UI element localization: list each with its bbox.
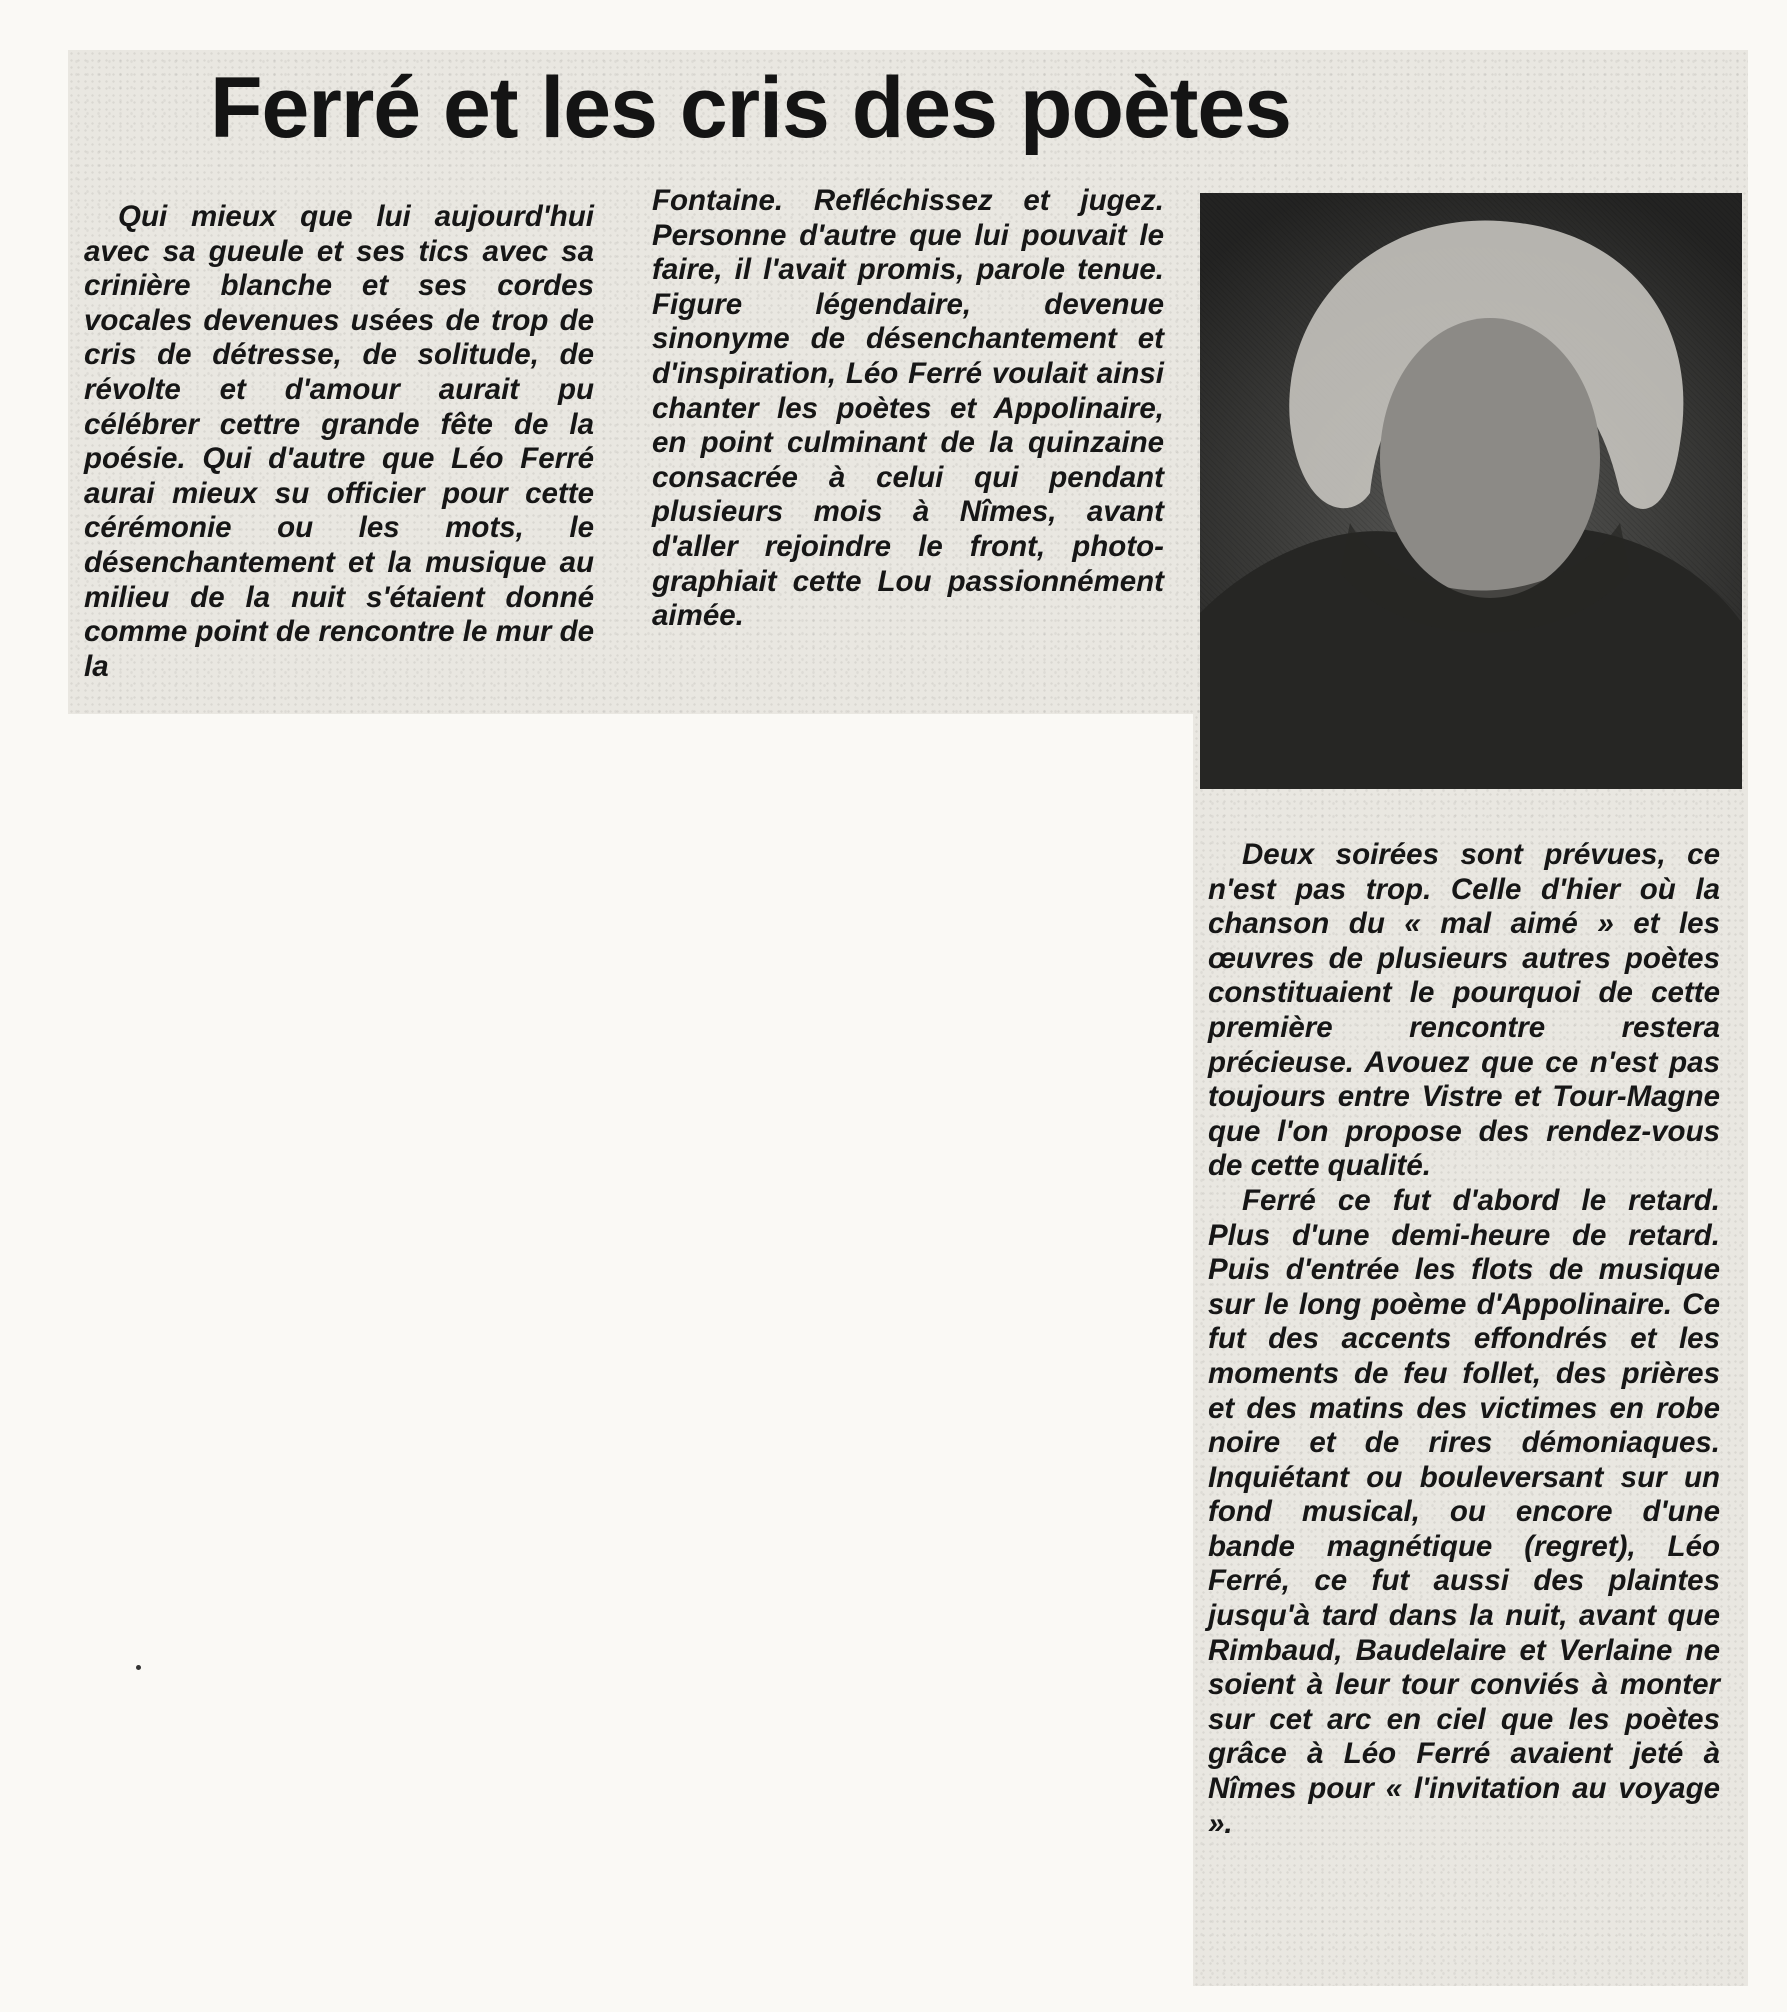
paragraph-col1-1: Qui mieux que lui aujourd'hui avec sa gueule et ses tics avec sa crinière blanche et ses cordes vocales devenues usées de trop de cris de détresse, de solitude, de révolte et d'amour aurait pu célébrer cettre grande fête de la poésie. Qui d'autre que Léo Ferré aurai mieux su officier pour cette cérémonie ou les mots, le désenchantement et la musique au milieu de la nuit s'étaient donné comme point de rencontre le mur de la [84,200,594,683]
paragraph-col3-1: Deux soirées sont prévues, ce n'est pas trop. Celle d'hier où la chanson du « mal aimé » et les œuvres de plusieurs autres poètes constituaient le pourquoi de cette première rencontre restera précieuse. Avouez que ce n'est pas toujours entre Vistre et Tour-Magne que l'on propose des rendez-vous de cette qualité. [1208,838,1720,1183]
article-column-3 [1208,838,1720,1841]
article-column-2 [652,184,1164,634]
portrait-drawing [1200,193,1742,789]
paragraph-col2-1: Fontaine. Refléchissez et jugez. Personne d'autre que lui pouvait le faire, il l'avait promis, parole tenue. Figure légendaire, devenue sinonyme de désenchantement et d'inspiration, Léo Ferré voulait ainsi chanter les poètes et Appolinaire, en point culminant de la quinzaine consacrée à celui qui pendant plusieurs mois à Nîmes, avant d'aller rejoindre le front, photographiait cette Lou passionnément aimée. [652,184,1164,633]
portrait-photo-icon [1200,193,1742,789]
paragraph-col3-2: Ferré ce fut d'abord le retard. Plus d'une demi-heure de retard. Puis d'entrée les flots de musique sur le long poème d'Appolinaire. Ce fut des accents effondrés et les moments de feu follet, des prières et des matins des victimes en robe noire et de rires démoniaques. Inquiétant ou bouleversant sur un fond musical, ou encore d'une bande magnétique (regret), Léo Ferré, ce fut aussi des plaintes jusqu'à tard dans la nuit, avant que Rimbaud, Baudelaire et Verlaine ne soient à leur tour conviés à monter sur cet arc en ciel que les poètes grâce à Léo Ferré avaient jeté à Nîmes pour « l'invitation au voyage ». [1208,1183,1720,1840]
article-column-1 [84,200,594,684]
stray-mark [136,1665,141,1670]
article-headline: Ferré et les cris des poètes [210,60,1292,156]
